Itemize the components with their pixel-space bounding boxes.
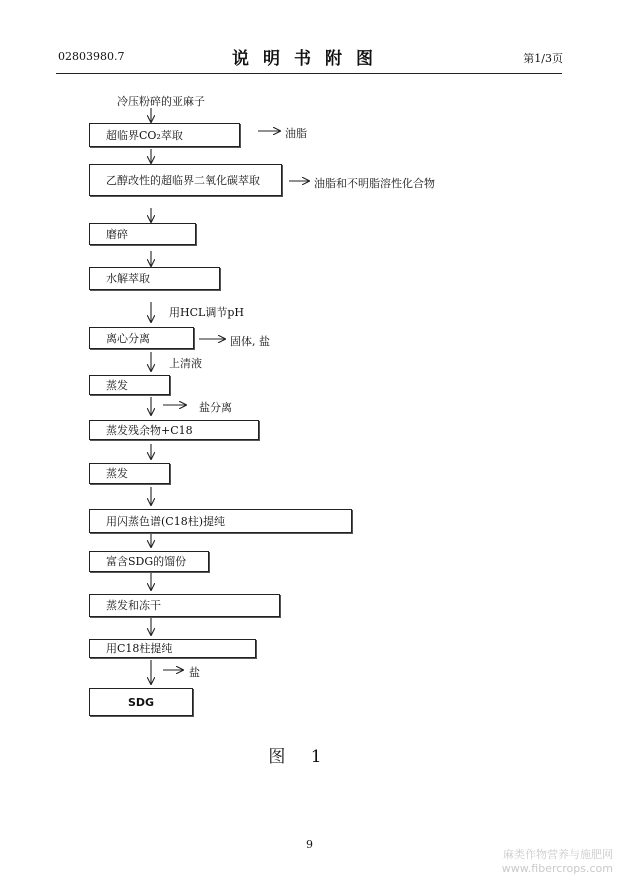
flow-box-supercritical-co2: 超临界CO₂萃取 [89,123,240,147]
page-title: 说明书附图 [232,49,387,69]
flow-box-evaporate-freeze-dry: 蒸发和冻干 [89,594,280,617]
note-adjust-ph: 用HCL调节pH [169,306,244,319]
flow-box-centrifuge: 离心分离 [89,327,194,349]
watermark-line-2: www.fibercrops.com [501,862,613,875]
flow-box-flash-chromatography: 用闪蒸色谱(C18柱)提纯 [89,509,352,533]
flow-box-hydrolysis-extraction: 水解萃取 [89,267,220,290]
side-output-salt-separation: 盐分离 [199,401,232,414]
flow-box-ethanol-modified-extraction: 乙醇改性的超临界二氧化碳萃取 [89,164,282,196]
page-number: 9 [306,838,313,851]
side-output-oil-lipids: 油脂和不明脂溶性化合物 [314,177,435,190]
flow-box-evaporation-1: 蒸发 [89,375,170,395]
flow-start-text: 冷压粉碎的亚麻子 [117,95,205,108]
document-number: 02803980.7 [58,50,125,63]
side-output-salt-final: 盐 [189,666,200,679]
watermark-line-1: 麻类作物营养与施肥网 [503,848,613,861]
side-output-solids-salt: 固体, 盐 [230,335,270,348]
flow-box-sdg-product: SDG [89,688,193,716]
flow-box-sdg-fraction: 富含SDG的馏份 [89,551,209,572]
flow-box-c18-purification: 用C18柱提纯 [89,639,256,658]
page-reference: 第1/3页 [523,52,563,65]
flow-box-residue-c18: 蒸发残余物+C18 [89,420,259,440]
watermark [502,848,613,876]
note-supernatant: 上清液 [169,357,202,370]
figure-caption: 图 1 [268,747,332,767]
side-output-oil: 油脂 [285,127,307,140]
flow-box-grinding: 磨碎 [89,223,196,245]
flow-box-evaporation-2: 蒸发 [89,463,170,484]
